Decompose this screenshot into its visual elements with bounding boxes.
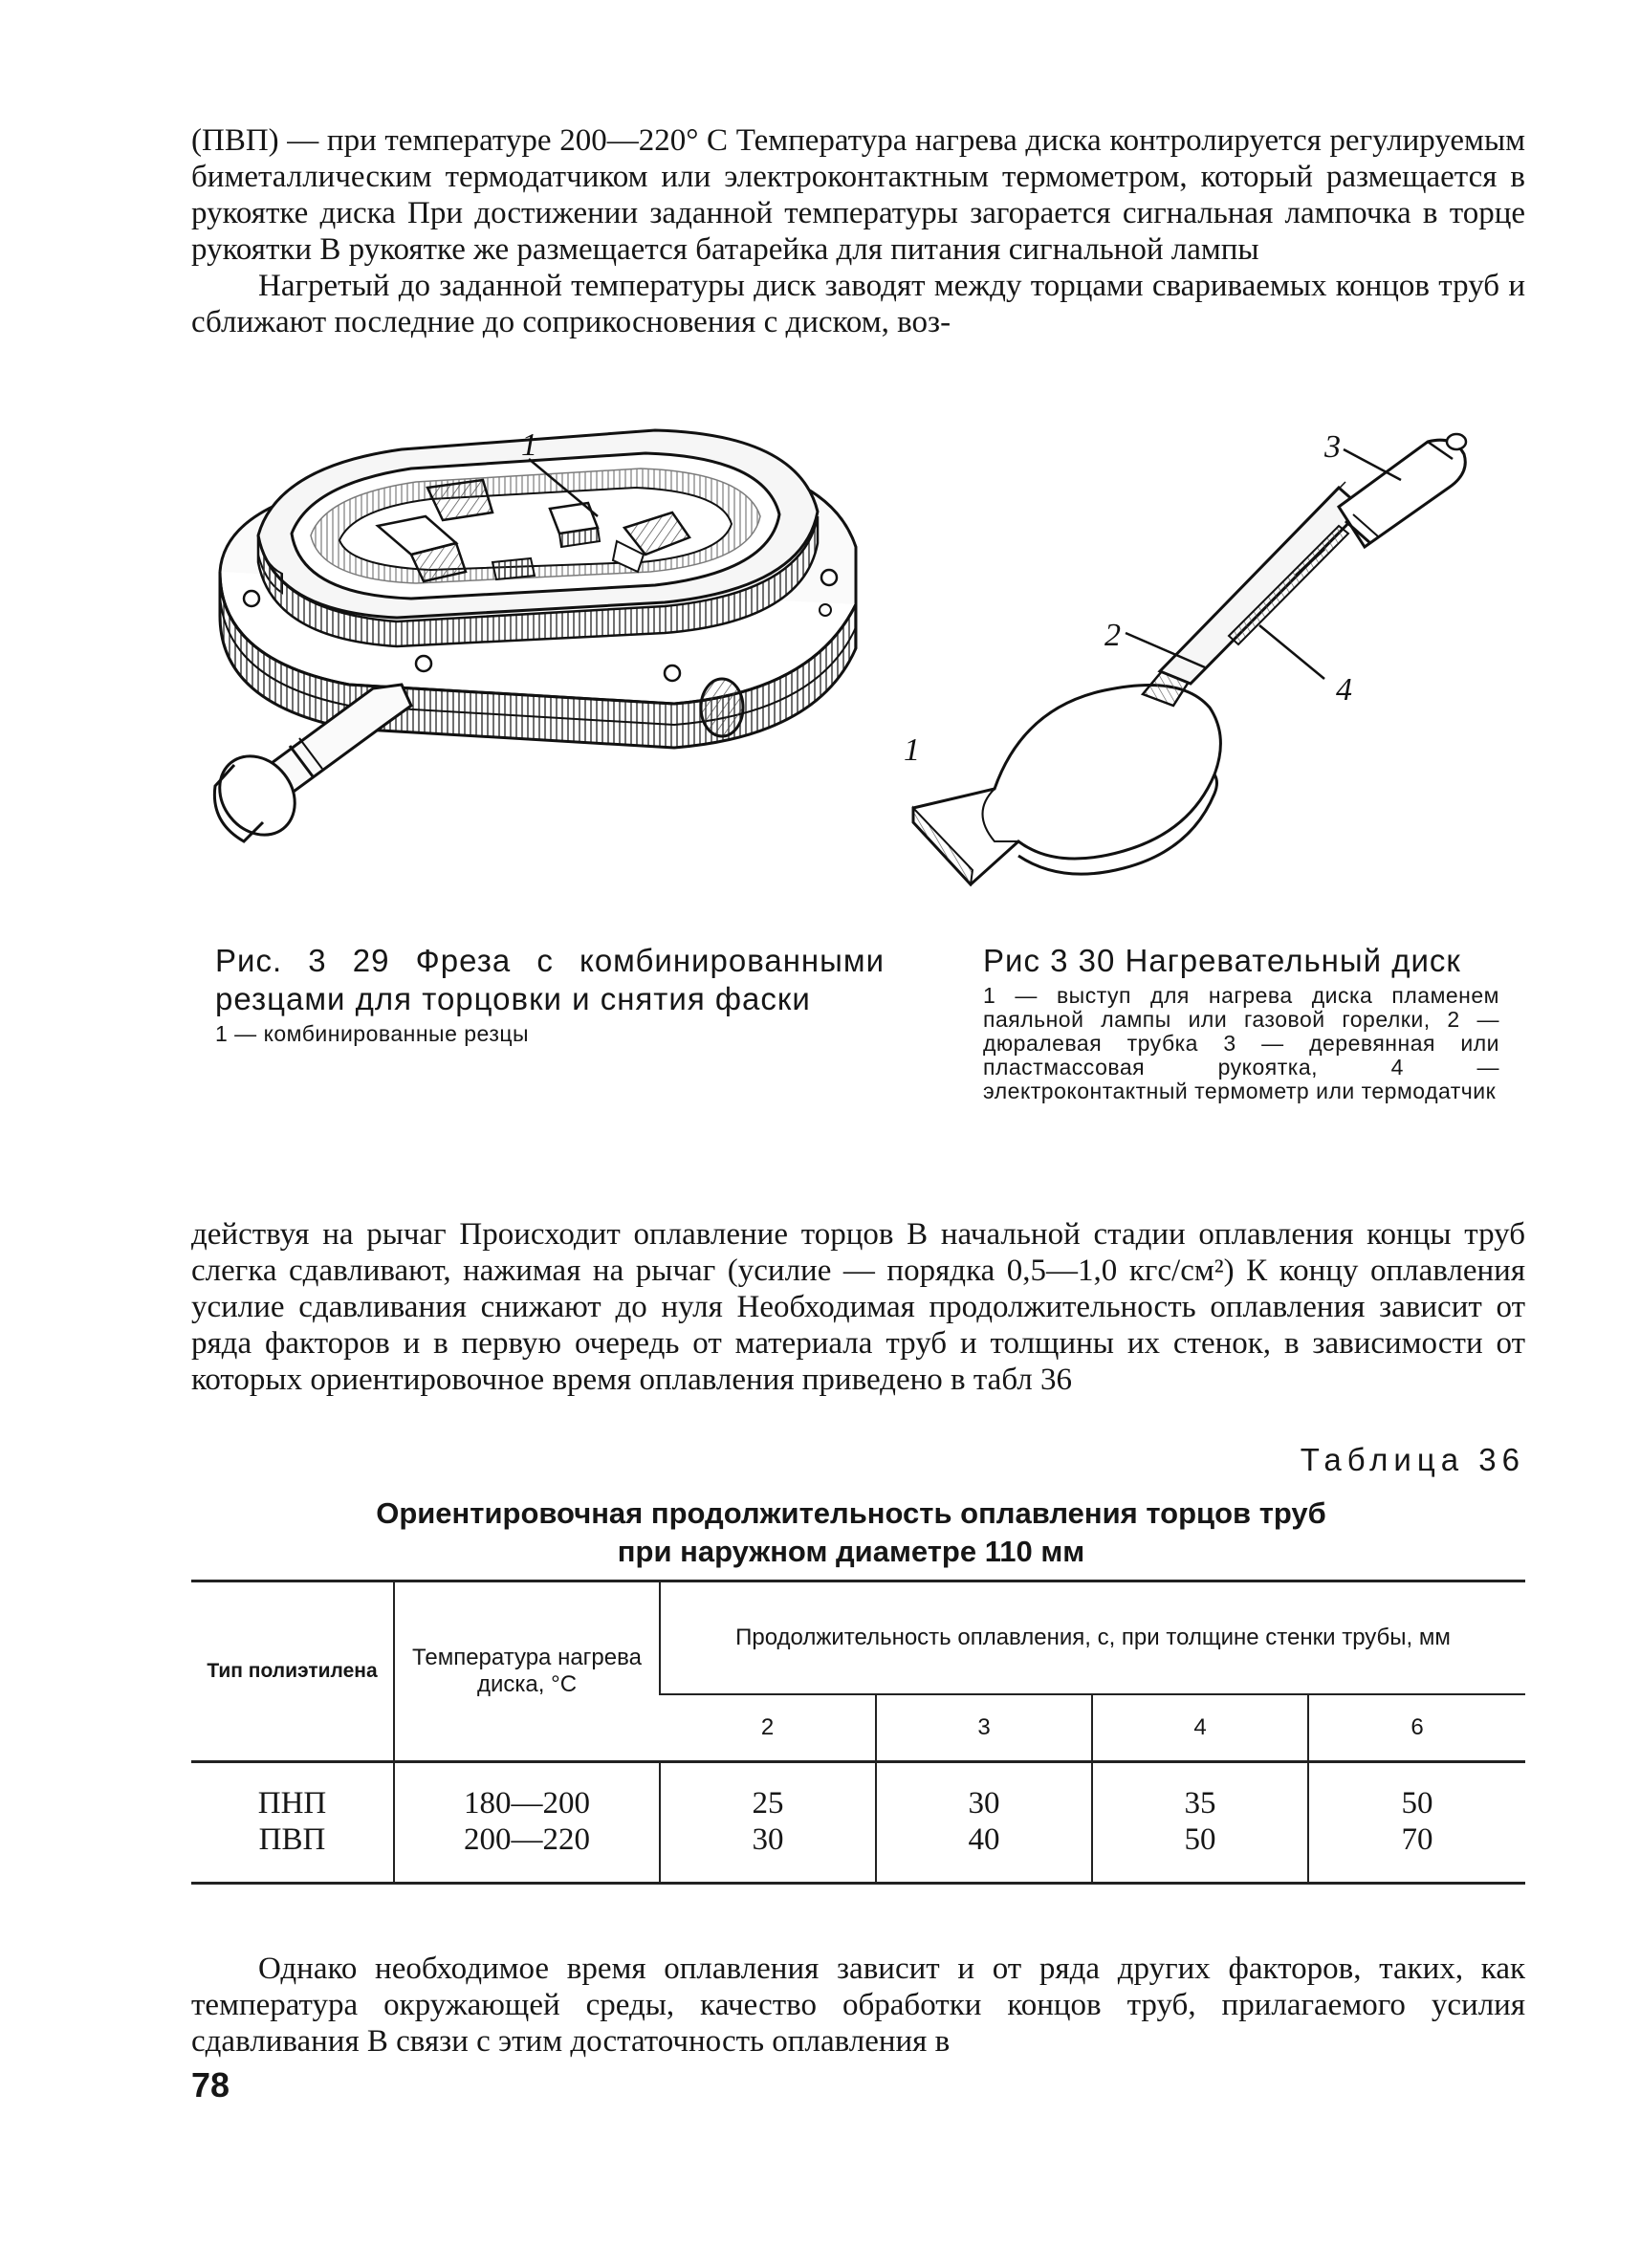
top-text: [191, 122, 1525, 340]
table-label: Таблица 36: [1300, 1442, 1525, 1477]
callout-label: 2: [1104, 618, 1121, 653]
table-title-line: при наружном диаметре 110 мм: [617, 1535, 1085, 1568]
column-header-temperature: Температура нагрева диска, °С: [394, 1581, 660, 1762]
callout-label: 4: [1336, 672, 1352, 708]
cell-temperature: 180—200: [394, 1762, 660, 1822]
caption-title: Рис 3 30 Нагревательный диск: [983, 943, 1461, 978]
table-row: [191, 1762, 1525, 1822]
column-header-duration: Продолжительность оплавления, с, при толщине стенки трубы, мм: [660, 1581, 1525, 1695]
bottom-text: [191, 1951, 1525, 2060]
figure-caption: [215, 942, 885, 1046]
cell-type: ПВП: [258, 1822, 326, 1857]
cell-duration: 50: [1308, 1762, 1525, 1822]
cell-duration: 70: [1308, 1821, 1525, 1884]
cell-duration: 50: [1092, 1821, 1308, 1884]
cell-duration: 35: [1092, 1762, 1308, 1822]
cell-duration: 25: [660, 1762, 876, 1822]
cell-type: ПНП: [257, 1786, 327, 1821]
figure-heating-disk: [904, 421, 1516, 923]
column-header-type: Тип полиэтилена: [207, 1660, 378, 1682]
column-header-thickness: 3: [876, 1694, 1092, 1762]
table-row: [191, 1821, 1525, 1884]
paragraph: Нагретый до заданной температуры диск заводят между торцами свариваемых концов труб и сближают последние до соприкосновения с диском, воз-: [191, 269, 1525, 339]
figure-milling-cutter: [206, 421, 904, 923]
data-table: [191, 1580, 1525, 1885]
caption-title: Рис. 3 29 Фреза с комбинированными резцами для торцовки и снятия фаски: [215, 943, 885, 1016]
caption-note: 1 — выступ для нагрева диска пламенем паяльной лампы или газовой горелки, 2 — дюралевая трубка 3 — деревянная или пластмассовая рукоятка, 4 — электроконтактный термометр или термодатчик: [983, 983, 1499, 1103]
caption-note: 1 — комбинированные резцы: [215, 1021, 530, 1046]
cell-duration: 30: [876, 1762, 1092, 1822]
callout-label: 1: [521, 427, 537, 463]
cell-temperature: 200—220: [394, 1821, 660, 1884]
column-header-thickness: 4: [1092, 1694, 1308, 1762]
table-header-row: [191, 1581, 1525, 1695]
figure-caption: [983, 942, 1499, 1103]
heating-disk-illustration: [904, 421, 1516, 923]
paragraph: Однако необходимое время оплавления зависит и от ряда других факторов, таких, как температура окружающей среды, качество обработки концов труб, прилагаемого усилия сдавливания В связи с этим достаточность оплавления в: [191, 1952, 1525, 2059]
paragraph: действуя на рычаг Происходит оплавление торцов В начальной стадии оплавления концы труб слегка сдавливают, нажимая на рычаг (усилие — порядка 0,5—1,0 кгс/см²) К концу оплавления усилие сдавливания снижают до нуля Необходимая продолжительность оплавления зависит от ряда факторов и в первую очередь от материала труб и толщины их стенок, в зависимости от которых ориентировочное время оплавления приведено в табл 36: [191, 1217, 1525, 1397]
callout-label: 3: [1324, 429, 1341, 465]
milling-cutter-illustration: [206, 421, 904, 923]
cell-duration: 30: [660, 1821, 876, 1884]
table-title-line: Ориентировочная продолжительность оплавления торцов труб: [376, 1496, 1326, 1530]
table-title: [287, 1494, 1415, 1571]
paragraph: (ПВП) — при температуре 200—220° С Температура нагрева диска контролируется регулируемым биметаллическим термодатчиком или электроконтактным термометром, который размещается в рукоятке диска При достижении заданной температуры загорается сигнальная лампочка в торце рукоятки В рукоятке же размещается батарейка для питания сигнальной лампы: [191, 123, 1525, 267]
callout-label: 1: [904, 732, 920, 768]
mid-text: [191, 1216, 1525, 1398]
column-header-thickness: 6: [1308, 1694, 1525, 1762]
cell-duration: 40: [876, 1821, 1092, 1884]
page-number: 78: [191, 2065, 230, 2104]
column-header-thickness: 2: [660, 1694, 876, 1762]
